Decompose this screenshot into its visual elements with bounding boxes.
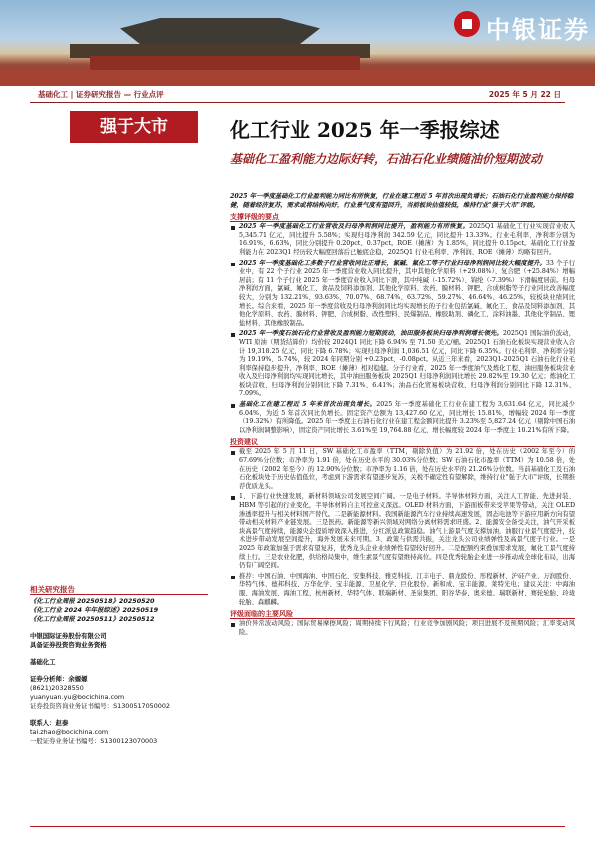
report-body bbox=[230, 193, 575, 639]
point-lead: 基础化工在建工程近 5 年来首次出现负增长。 bbox=[239, 401, 377, 409]
palace-roof bbox=[120, 18, 320, 44]
cover-banner-image bbox=[0, 0, 595, 86]
analyst-name: 证券分析师：余嫄嫄 bbox=[30, 675, 88, 683]
related-reports-heading: 相关研究报告 bbox=[30, 585, 208, 595]
report-date: 2025 年 5 月 22 日 bbox=[488, 90, 561, 99]
palace-wall bbox=[0, 70, 595, 86]
point-item bbox=[230, 223, 575, 257]
page-subtitle: 基础化工盈利能力边际好转，石油石化业绩随油价短期波动 bbox=[230, 152, 543, 166]
point-text: 2025Q1 基础化工行业实现营业收入 5,345.71 亿元，同比提升 5.58%；实现归母净利润 342.59 亿元，同比提升 13.33%。行业毛利率、净利率分别为 16.91%、6.63%，同比分别提升 0.20pct、0.37pct。ROE（摊薄）为 1.85%，同比提升 0.15pct。基础化工行业盈利能力在 2023Q1 经历较大幅度回落后已触底企稳，2025Q1 行业毛利率、净利润、ROE（摊薄）均略有回升。 bbox=[239, 223, 575, 256]
bank-logo-icon bbox=[454, 11, 480, 37]
point-item bbox=[230, 330, 575, 399]
rating-badge: 强于大市 bbox=[70, 111, 198, 143]
point-item bbox=[230, 260, 575, 329]
related-report[interactable]: 《化工行业周报 20250511》20250512 bbox=[30, 615, 155, 623]
contact-cert: 一般证券业务证书编号：S1300123070003 bbox=[30, 737, 158, 745]
footer-divider bbox=[30, 826, 565, 827]
company-qualification: 具备证券投资咨询业务资格 bbox=[30, 641, 107, 649]
section-heading-points: 支撑评级的要点 bbox=[230, 212, 575, 222]
point-lead: 2025 年一季度基础化工多数子行业营收同比正增长，氯碱、氟化工等子行业归母净利润同比较大幅度提升。 bbox=[239, 259, 546, 267]
invest-item: 1、下游行业快速发展，新材料领域公司发展空间广阔。一是电子材料。半导体材料方面，关注人工智能、先进封装、HBM 等引起的行业变化，半导体材料自主可控意义深远。OLED 材料方面，下游面板带来受苹果等带动，关注 OLED 渗透率提升与相关材料国产替代。二是新能源材料。我国新能源汽车行业持续高速发展，固态电池等下游应用新方向有望带动相关材料产业链发展。三是医药。新能源等新兴领域对网络分离材料需求旺盛。2、能源安全备受关注，油气开采板块高景气度持续，能源央企提质增效深入推进，分红派息政策趋稳。油气上游景气度支撑加油，油服行业景气度提升，技术进步带动发展空间提升，海外发展未来可期。3、政策与供需共振，关注龙头公司业绩弹性及高景气度子行业。一是 2025 年政策加强于需求有望复苏，优秀龙头企业业绩弹性有望较好回升。二是配额约束叠加需求发展，氟化工景气度持续上行。三是农业化肥，供给格局集中，维生素景气度有望维持高位。四是优秀轮胎企业进一步推动成全球化布局，出海仍有广阔空间。 bbox=[230, 493, 575, 570]
company-name: 中银国际证券股份有限公司 bbox=[30, 632, 107, 640]
section-heading-invest: 投资建议 bbox=[230, 437, 575, 447]
related-report[interactable]: 《化工行业 2024 年年报综述》20250519 bbox=[30, 606, 159, 614]
analyst-cert: 证券投资咨询业务证书编号：S1300517050002 bbox=[30, 702, 170, 710]
report-category: 基础化工 | 证券研究报告 — 行业点评 bbox=[38, 90, 164, 99]
contact-name: 联系人：赵泰 bbox=[30, 719, 69, 727]
sidebar bbox=[30, 585, 208, 746]
invest-item: 截至 2025 年 5 月 11 日，SW 基础化工市盈率（TTM，剔除负值）为 21.92 倍，处在历史（2002 年至今）的 67.69%分位数；市净率为 1.91 倍，处在历史水平的 30.03%分位数；SW 石油石化市盈率（TTM）为 10.58 倍，处在历史（2002 年至今）的 12.90%分位数；市净率为 1.16 倍，处在历史水平的 21.26%分位数。当前基础化工及石油石化板块处于历史估值低位，考虑到下游需求有望逐步复苏，关税不确定性有望解除，维持行业"强于大市"评级，长期推荐优质龙头。 bbox=[230, 448, 575, 491]
contact-email[interactable]: tai.zhao@bocichina.com bbox=[30, 728, 109, 736]
brand-logo bbox=[454, 8, 590, 42]
analyst-phone: (8621)20328550 bbox=[30, 684, 84, 692]
invest-item: 推荐：中国石油、中国海油、中国石化、安集科技、雅克科技、江丰电子、鼎龙股份、彤程新材、沪硅产业、万润股份、华特气体、德邦科技、万华化学、宝丰能源、卫星化学、巨化股份、新和成、宝丰能源、莱特光电；建议关注：中海油服、海油发展、海油工程、杭州新材、华特气体、联瑞新材、圣泉集团、阳谷华泰、奥来德、瑞联新材、赛轮轮胎、玲珑轮胎、森麒麟。 bbox=[230, 573, 575, 607]
point-item bbox=[230, 401, 575, 435]
report-header bbox=[30, 88, 565, 103]
point-lead: 2025 年一季度基础化工行业营收及归母净利润同比提升，盈利能力有所恢复。 bbox=[239, 223, 470, 231]
brand-name: 中银证券 bbox=[486, 16, 590, 44]
industry-label: 基础化工 bbox=[30, 658, 56, 666]
point-text: 2025Q1 国际油价波动，WTI 原油（期货结算价）均价较 2024Q1 同比下降 6.94% 至 71.50 美元/桶。2025Q1 石油石化板块实现营业收入合计 19,318.25 亿元，同比下降 6.78%；实现归母净利润 1,036.51 亿元，同比下降 6.35%。行业毛利率、净利率分别为 19.19%、5.74%，较 2024 年同期分别 +0.23pct、-0.08pct。从近三年来看，2023Q1-2025Q1 石油石化行业毛利率保持稳步提升，净利率、ROE（摊薄）相对稳健。分子行业看，2025 年一季度油气及炼化工程、油田服务板块营业收入及归母净利润均实现同比增长，其中油田服务板块 2025Q1 归母净利润同比增长 29.82%至 19.30 亿元；炼油化工板块营收、归母净利润分别同比下降 7.31%、6.41%；油品石化贸易板块营收、归母净利润分别同比下降 12.31%、7.09%。 bbox=[239, 330, 576, 398]
risk-item: 油价异常波动风险；国际贸易摩擦风险；周期持续下行风险；行业竞争加剧风险；项目进展不及预期风险；汇率变动风险。 bbox=[230, 620, 575, 637]
lead-paragraph: 2025 年一季度基础化工行业盈利能力同比有所恢复，行业在建工程近 5 年首次出现负增长；石油石化行业盈利能力保持稳健，随着经济复苏，需求或将结构向好，行业景气度有望回升，当前板块估值较低，维持行业"强于大市"评级。 bbox=[230, 193, 574, 209]
point-text: 2025 年一季度基础化工行业在建工程为 3,631.64 亿元，同比减少 6.04%，为近 5 年首次同比负增长。固定资产总额为 13,427.60 亿元，同比增长 15.81%，增幅较 2024 年一季度（19.32%）有所降低。2025 年一季度主石油石化行业在建工程金额同比提升 3.23%至 5,827.24 亿元（剔除中国石油以净利润调整影响），固定资产同比增长 3.61%至 19,764.88 亿元，增长幅度较 2024 年一季度主 10.21%有所下降。 bbox=[239, 401, 575, 434]
section-heading-risk: 评级面临的主要风险 bbox=[230, 609, 575, 619]
point-lead: 2025 年一季度石油石化行业营收及盈利能力短期波动，油田服务板块归母净利润增长领先。 bbox=[239, 330, 503, 338]
page-title: 化工行业 2025 年一季报综述 bbox=[230, 118, 500, 142]
point-text: 33 个子行业中，有 22 个子行业 2025 年一季度营业收入同比提升，其中其他化学原料（+29.08%）、复合肥（+25.84%）增幅居前；有 11 个子行业 2025 年一季度营业收入同比下滑，其中纯碱（-15.72%）、锦纶（-7.39%）下滑幅度居前。归母净利润方面，氯碱、氟化工、食品及饲料添加剂、其他化学原料、农药、膜材料、钾肥、合成树脂等子行业同比改善幅度较大，分别为 132.21%、93.63%、70.07%、68.74%、63.72%、59.27%、46.64%、46.25%，较板块业绩同比增长。综合来看，2025 年一季度营收及归母净利润同比均实现增长的子行业包括氯碱、氟化工、食品及饲料添加剂、其他化学原料、农药、膜材料、钾肥、合成树脂、改性塑料、民爆制品、橡胶助剂、磷化工、涂料油墨、其他化学制品、锂盐材料、其他橡胶制品。 bbox=[239, 259, 576, 327]
related-report[interactable]: 《化工行业周报 20250518》20250520 bbox=[30, 597, 155, 605]
analyst-email[interactable]: yuanyuan.yu@bocichina.com bbox=[30, 693, 125, 701]
